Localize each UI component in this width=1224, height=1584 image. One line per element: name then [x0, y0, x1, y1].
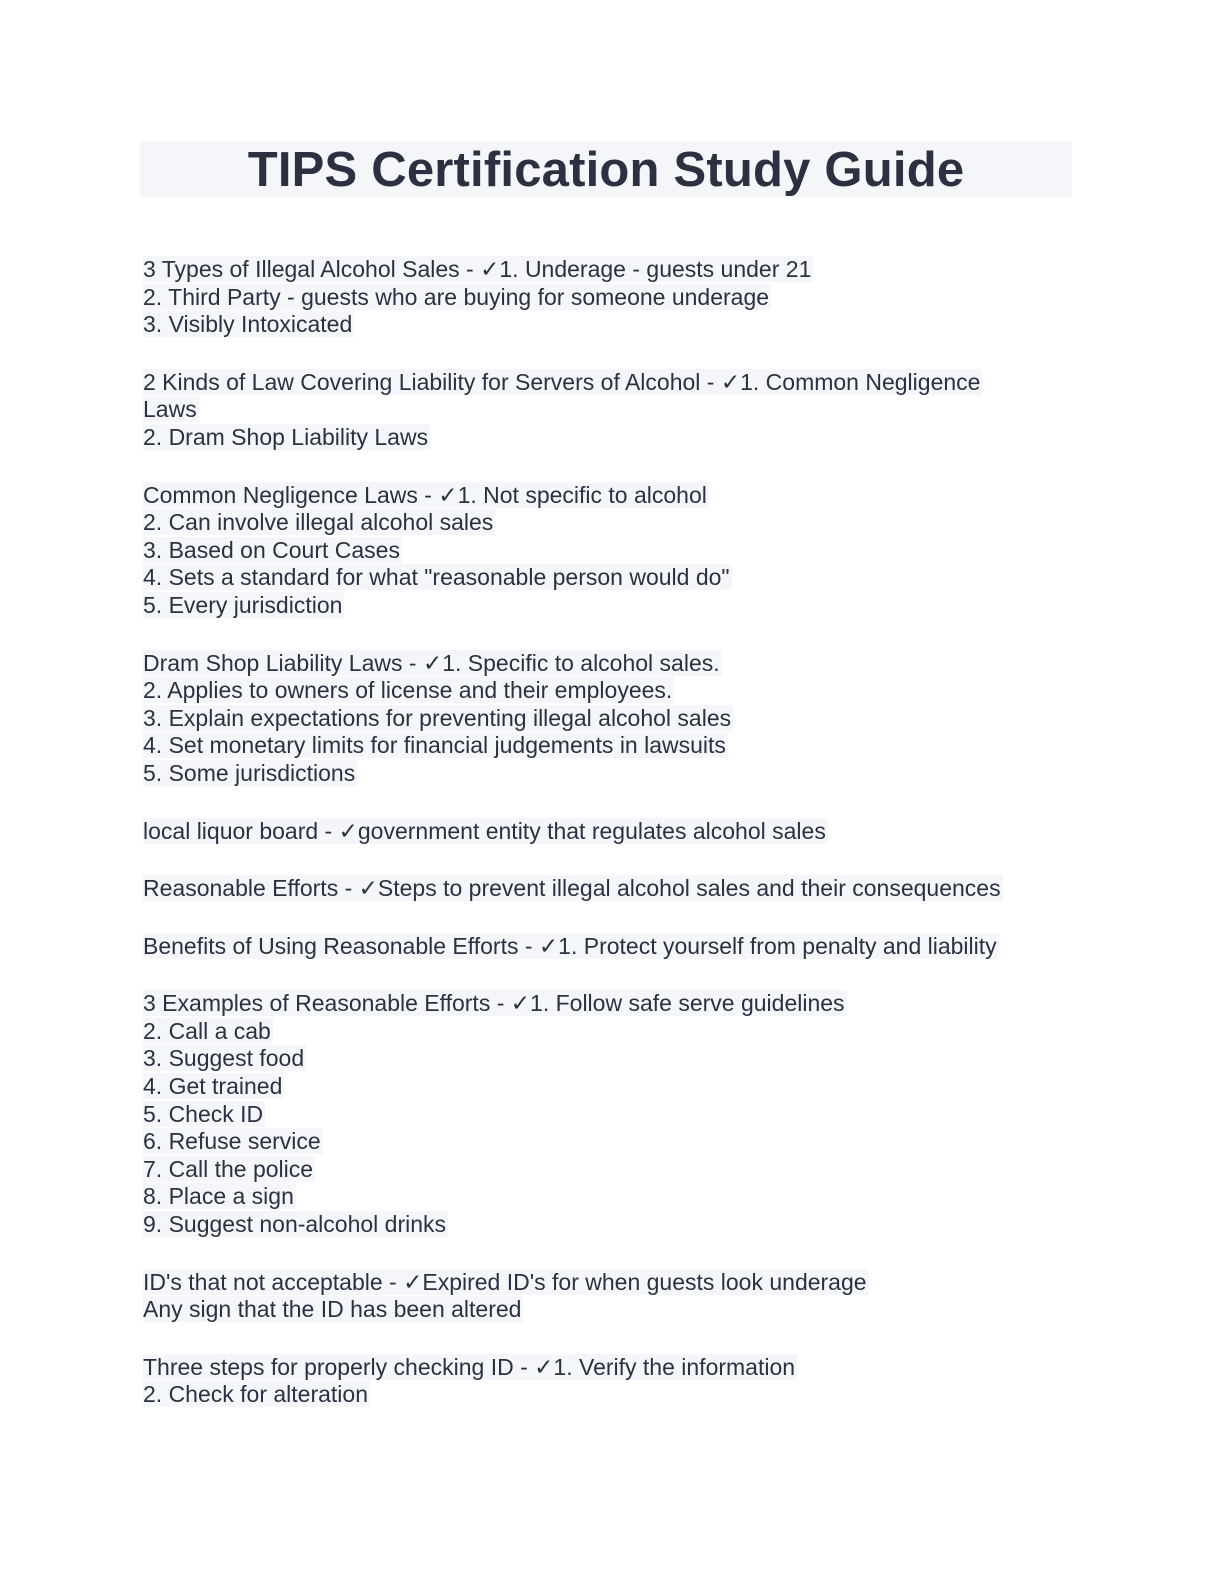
card-line-text: Three steps for properly checking ID - ✓1. Verify the information — [143, 1353, 796, 1380]
card-answer-line — [143, 1045, 1083, 1073]
card-answer-line — [143, 592, 1083, 620]
study-card — [143, 482, 1083, 620]
card-question-line — [143, 1269, 1083, 1297]
card-line-text: 9. Suggest non-alcohol drinks — [143, 1211, 447, 1238]
card-answer-line — [143, 1073, 1083, 1101]
card-answer-line — [143, 284, 1083, 312]
card-answer-line — [143, 424, 1083, 452]
card-answer-line — [143, 311, 1083, 339]
card-question-line — [143, 875, 1083, 903]
card-line-text: 7. Call the police — [143, 1155, 314, 1182]
card-line-text: 8. Place a sign — [143, 1183, 294, 1210]
card-question-line — [143, 933, 1083, 961]
card-answer-line — [143, 760, 1083, 788]
card-answer-line — [143, 677, 1083, 705]
card-line-text: 3. Suggest food — [143, 1045, 305, 1072]
card-line-text: 2. Third Party - guests who are buying for someone underage — [143, 283, 770, 310]
card-question-line — [143, 256, 1083, 284]
card-line-text: 5. Check ID — [143, 1100, 264, 1127]
card-line-text: local liquor board - ✓government entity that regulates alcohol sales — [143, 817, 826, 844]
study-card — [143, 990, 1083, 1238]
card-line-text: 3 Examples of Reasonable Efforts - ✓1. Follow safe serve guidelines — [143, 990, 845, 1017]
card-line-text: 3. Visibly Intoxicated — [143, 311, 353, 338]
card-line-text: Any sign that the ID has been altered — [143, 1296, 522, 1323]
card-line-text: 3. Based on Court Cases — [143, 536, 400, 563]
card-line-text: 2. Dram Shop Liability Laws — [143, 423, 429, 450]
card-line-text: 2. Applies to owners of license and their employees. — [143, 677, 673, 704]
card-line-text: 4. Set monetary limits for financial judgements in lawsuits — [143, 732, 726, 759]
title-band — [140, 142, 1072, 197]
study-card — [143, 369, 1083, 452]
card-line-text: 2. Call a cab — [143, 1017, 271, 1044]
card-answer-line — [143, 705, 1083, 733]
study-card — [143, 818, 1083, 846]
card-line-text: 6. Refuse service — [143, 1128, 321, 1155]
card-answer-line — [143, 1211, 1083, 1239]
card-line-text: 4. Sets a standard for what "reasonable person would do" — [143, 564, 730, 591]
card-line-text: Benefits of Using Reasonable Efforts - ✓1. Protect yourself from penalty and liability — [143, 932, 997, 959]
card-line-text: 2. Check for alteration — [143, 1381, 369, 1408]
card-answer-line — [143, 1183, 1083, 1211]
page-title: TIPS Certification Study Guide — [247, 143, 965, 197]
card-line-text: Reasonable Efforts - ✓Steps to prevent illegal alcohol sales and their consequences — [143, 875, 1001, 902]
card-answer-line — [143, 564, 1083, 592]
card-line-text: Laws — [143, 396, 197, 423]
card-line-text: 3. Explain expectations for preventing illegal alcohol sales — [143, 704, 732, 731]
card-line-text: 2. Can involve illegal alcohol sales — [143, 509, 494, 536]
card-answer-line — [143, 1101, 1083, 1129]
study-card — [143, 650, 1083, 788]
card-question-line — [143, 369, 1083, 397]
card-answer-line — [143, 732, 1083, 760]
study-card — [143, 256, 1083, 339]
study-card — [143, 1354, 1083, 1409]
study-card — [143, 1269, 1083, 1324]
card-answer-line — [143, 1296, 1083, 1324]
card-answer-line — [143, 1381, 1083, 1409]
card-answer-line — [143, 537, 1083, 565]
card-line-text: ID's that not acceptable - ✓Expired ID's for when guests look underage — [143, 1268, 867, 1295]
card-answer-line — [143, 1128, 1083, 1156]
card-question-line — [143, 990, 1083, 1018]
card-line-text: Dram Shop Liability Laws - ✓1. Specific to alcohol sales. — [143, 649, 720, 676]
card-answer-line — [143, 1018, 1083, 1046]
card-line-text: 3 Types of Illegal Alcohol Sales - ✓1. Underage - guests under 21 — [143, 256, 812, 282]
card-question-line — [143, 818, 1083, 846]
card-question-line — [143, 650, 1083, 678]
card-question-line — [143, 482, 1083, 510]
card-line-text: 4. Get trained — [143, 1073, 283, 1100]
card-answer-line — [143, 396, 1083, 424]
card-line-text: 5. Every jurisdiction — [143, 591, 343, 618]
card-question-line — [143, 1354, 1083, 1382]
card-line-text: Common Negligence Laws - ✓1. Not specific to alcohol — [143, 481, 707, 508]
study-card — [143, 933, 1083, 961]
card-line-text: 5. Some jurisdictions — [143, 759, 356, 786]
study-card — [143, 875, 1083, 903]
card-line-text: 2 Kinds of Law Covering Liability for Servers of Alcohol - ✓1. Common Negligence — [143, 368, 981, 395]
card-answer-line — [143, 509, 1083, 537]
card-answer-line — [143, 1156, 1083, 1184]
study-guide-content — [143, 256, 1083, 1439]
